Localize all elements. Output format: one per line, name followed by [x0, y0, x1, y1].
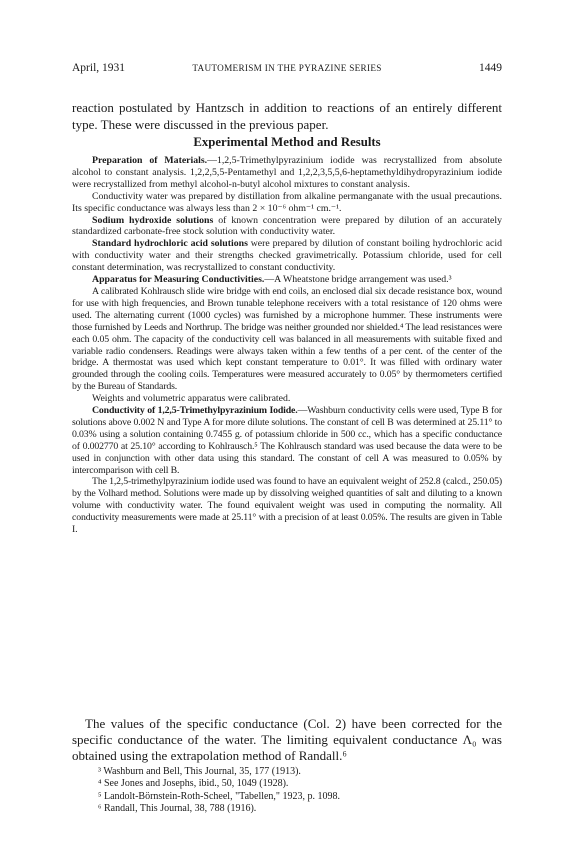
- paragraph-lead: Sodium hydroxide solutions: [92, 214, 214, 226]
- issue-date: April, 1931: [72, 62, 126, 74]
- footnote: ⁴ See Jones and Josephs, ibid., 50, 1049 (1928).: [98, 778, 289, 790]
- paragraph-lead: Preparation of Materials.: [92, 155, 208, 166]
- paragraph: [72, 476, 502, 536]
- running-head: [72, 62, 502, 78]
- paragraph-text: A calibrated Kohlrausch slide wire bridge with end coils, an enclosed dial six decade resistance box, wound for use with high frequencies, and Brown tunable telephone receivers with a total resistance of 120 ohms were used. The alternating current (1000 cycles) was furnished by a microphone hummer. These instruments were those furnished by Leeds and Northrup. The bridge was neither grounded nor shielded.⁴ The lead resistances were each 0.05 ohm. The capacity of the conductivity cell was balanced in all measurements with suitable fixed and variable radio condensers. Readings were always taken within a few tenths of a per cent. of the center of the bridge. A thermostat was used which kept constant temperature to 0.01°. It was filled with ordinary water grounded through the cooling coils. Temperatures were measured accurately to 0.05° by thermometers certified by the Bureau of Standards.: [72, 285, 502, 393]
- paragraph-text: —1,2,5-Trimethylpyrazinium iodide was recrystallized from absolute alcohol to constant analysis. 1,2,2,5,5-Pentamethyl and 1,2,2,3,5,5,6-heptamethyldihydropyrazinium iodide were recrystallized from methyl alcohol-n-butyl alcohol mixtures to constant analysis.: [72, 155, 503, 190]
- page-number: 1449: [479, 62, 502, 74]
- paragraph-text: —Washburn conductivity cells were used, Type B for solutions above 0.002 N and Type A for more dilute solutions. The constant of cell B was determined at 25.11° to 0.03% using a solution containing 0.7455 g. of potassium chloride in 500 cc., which has a specific conductance of 0.002770 at 25.10° according to Kohlrausch.⁵ The Kohlrausch standard was used because the data were to be used in conjunction with other data using this standard. The constant of cell A was measured to 0.05% by intercomparison with cell B.: [72, 405, 502, 476]
- paragraph: [72, 191, 502, 215]
- outro-paragraph: The values of the specific conductance (Col. 2) have been corrected for the specific conductance of the water. The limiting equivalent conductance Λ₀ was obtained using the extrapolation method of Randall.⁶: [72, 716, 502, 763]
- paragraph-text: Weights and volumetric apparatus were calibrated.: [92, 393, 291, 405]
- footnote: ⁵ Landolt-Börnstein-Roth-Scheel, "Tabellen," 1923, p. 1098.: [98, 790, 341, 802]
- paragraph-lead: Standard hydrochloric acid solutions: [92, 238, 248, 250]
- paragraph: [72, 155, 502, 191]
- paragraph: [72, 274, 502, 286]
- paragraph: [72, 405, 502, 476]
- paragraph-text: Conductivity water was prepared by distillation from alkaline permanganate with the usual precautions. Its specific conductance was always less than 2 × 10⁻⁶ ohm⁻¹ cm.⁻¹.: [72, 190, 502, 214]
- paragraph-lead: Apparatus for Measuring Conductivities.: [92, 274, 265, 286]
- footnotes: [72, 766, 502, 815]
- paragraph-text: —A Wheatstone bridge arrangement was used.³: [264, 274, 452, 286]
- paragraph: [72, 393, 502, 405]
- experimental-section: [72, 155, 502, 536]
- footnote: ⁶ Randall, This Journal, 38, 788 (1916).: [98, 802, 257, 814]
- section-heading: Experimental Method and Results: [193, 135, 381, 149]
- intro-paragraph: reaction postulated by Hantzsch in addition to reactions of an entirely different type. These were discussed in the previous paper.: [72, 100, 502, 132]
- paragraph-text: The 1,2,5-trimethylpyrazinium iodide used was found to have an equivalent weight of 252.8 (calcd., 250.05) by the Volhard method. Solutions were made up by dissolving weighed quantities of salt and diluting to a known volume with conductivity water. The found equivalent weight was used in computing the normality. All conductivity measurements were made at 25.11° with a precision of at least 0.05%. The results are given in Table I.: [72, 476, 502, 536]
- paragraph: [72, 238, 502, 274]
- paragraph: [72, 286, 502, 393]
- article-title: TAUTOMERISM IN THE PYRAZINE SERIES: [192, 63, 382, 73]
- paragraph-lead: Conductivity of 1,2,5-Trimethylpyrazinium Iodide.: [92, 405, 298, 417]
- paragraph-text: of known concentration were prepared by dilution of an accurately standardized carbonate-free stock solution with conductivity water.: [72, 214, 502, 238]
- footnote: ³ Washburn and Bell, This Journal, 35, 177 (1913).: [98, 766, 301, 777]
- paragraph: [72, 215, 502, 239]
- paragraph-text: were prepared by dilution of constant boiling hydrochloric acid with conductivity water and their strengths checked gravimetrically. Potassium chloride, used for cell constant determination, was recrystallized to constant conductivity.: [72, 238, 503, 274]
